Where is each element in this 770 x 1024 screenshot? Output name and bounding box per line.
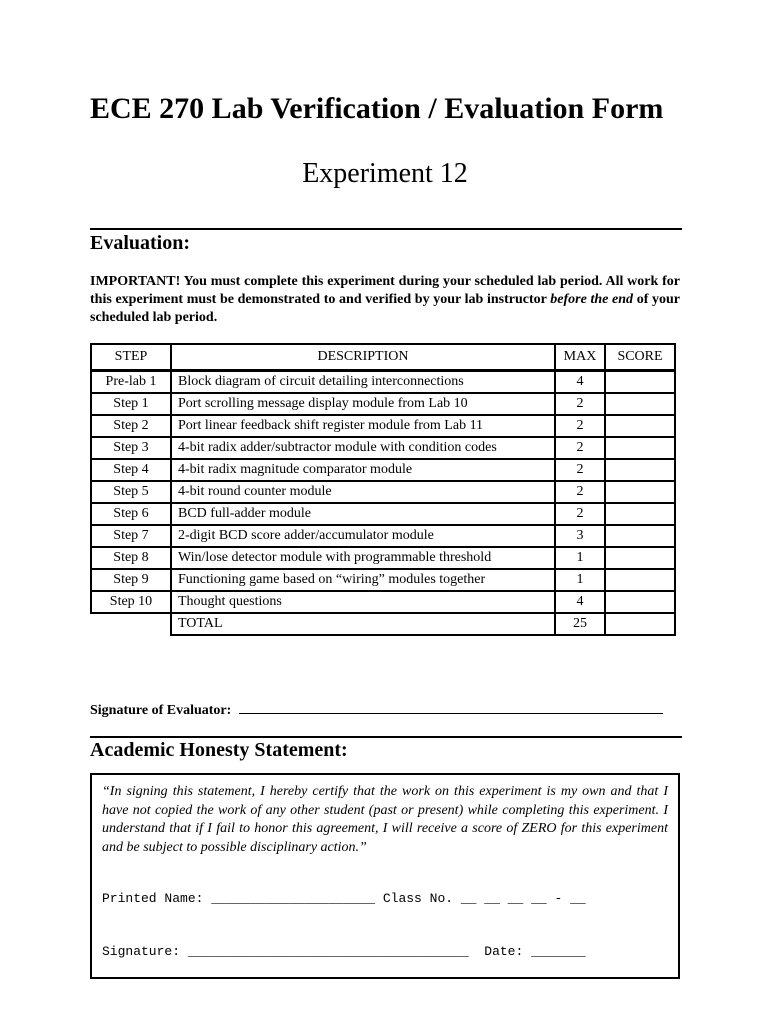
step-cell: Step 9 [91,569,171,591]
description-cell: Win/lose detector module with programmable threshold [171,547,555,569]
description-cell: Functioning game based on “wiring” modules together [171,569,555,591]
table-body [91,371,675,636]
section-divider [90,736,682,738]
table-row [91,569,675,591]
evaluator-signature [90,701,663,719]
step-cell: Step 2 [91,415,171,437]
printed-name-class-line[interactable]: Printed Name: _____________________ Class No. __ __ __ __ - __ [102,891,586,906]
table-row [91,437,675,459]
step-cell: Step 4 [91,459,171,481]
form-title: ECE 270 Lab Verification / Evaluation Form [90,92,664,125]
important-tail-text: of your scheduled lab period. [90,292,681,325]
step-cell: Step 5 [91,481,171,503]
description-cell: BCD full-adder module [171,503,555,525]
max-cell: 2 [555,459,605,481]
table-row [91,547,675,569]
experiment-subtitle: Experiment 12 [302,158,468,189]
description-cell: 4-bit radix magnitude comparator module [171,459,555,481]
header-max: MAX [555,344,605,371]
max-cell: 4 [555,591,605,613]
max-cell: 3 [555,525,605,547]
honesty-heading: Academic Honesty Statement: [90,739,348,761]
table-row [91,459,675,481]
table-row [91,371,675,394]
description-cell: Port scrolling message display module from Lab 10 [171,393,555,415]
score-cell[interactable] [605,459,675,481]
step-cell: Step 8 [91,547,171,569]
score-cell[interactable] [605,481,675,503]
table-row [91,525,675,547]
important-emphasis-text: before the end [550,292,634,307]
score-cell[interactable] [605,371,675,394]
score-cell[interactable] [605,525,675,547]
header-step: STEP [91,344,171,371]
evaluator-signature-label: Signature of Evaluator: [90,703,232,718]
max-cell: 2 [555,393,605,415]
score-cell[interactable] [605,393,675,415]
score-cell[interactable] [605,547,675,569]
max-cell: 1 [555,547,605,569]
total-max: 25 [555,613,605,635]
max-cell: 2 [555,415,605,437]
description-cell: Block diagram of circuit detailing interconnections [171,371,555,394]
description-cell: 2-digit BCD score adder/accumulator module [171,525,555,547]
description-cell: Port linear feedback shift register module from Lab 11 [171,415,555,437]
step-cell: Pre-lab 1 [91,371,171,394]
table-row [91,393,675,415]
score-cell[interactable] [605,437,675,459]
important-notice [90,273,680,327]
table-row [91,481,675,503]
header-score: SCORE [605,344,675,371]
description-cell: 4-bit round counter module [171,481,555,503]
total-row [91,613,675,635]
section-divider [90,228,682,230]
important-lead-text: IMPORTANT! You must complete this experiment during your scheduled lab period. All work for this experiment must be demonstrated to and verified by your lab instructor [90,274,680,307]
step-cell: Step 3 [91,437,171,459]
score-cell[interactable] [605,503,675,525]
honesty-statement-text: “In signing this statement, I hereby certify that the work on this experiment is my own and that I have not copied the work of any other student (past or present) while completing this experiment. I understand that if I fail to honor this agreement, I will receive a score of ZERO for this experiment and be subject to possible disciplinary action.” [102,784,668,855]
total-blank-cell [91,613,171,635]
table-row [91,503,675,525]
header-description: DESCRIPTION [171,344,555,371]
score-cell[interactable] [605,415,675,437]
description-cell: Thought questions [171,591,555,613]
step-cell: Step 1 [91,393,171,415]
step-cell: Step 7 [91,525,171,547]
table-header-row [91,344,675,371]
description-cell: 4-bit radix adder/subtractor module with condition codes [171,437,555,459]
max-cell: 2 [555,503,605,525]
max-cell: 1 [555,569,605,591]
table-row [91,415,675,437]
score-cell[interactable] [605,591,675,613]
score-cell[interactable] [605,569,675,591]
step-cell: Step 6 [91,503,171,525]
signature-date-line[interactable]: Signature: ____________________________________ Date: _______ [102,944,586,959]
step-cell: Step 10 [91,591,171,613]
max-cell: 2 [555,481,605,503]
evaluation-table [90,343,676,636]
table-row [91,591,675,613]
honesty-statement-box [90,773,680,979]
max-cell: 2 [555,437,605,459]
total-label: TOTAL [171,613,555,635]
max-cell: 4 [555,371,605,394]
evaluation-heading: Evaluation: [90,232,191,254]
total-score[interactable] [605,613,675,635]
evaluator-signature-line[interactable] [239,701,663,714]
